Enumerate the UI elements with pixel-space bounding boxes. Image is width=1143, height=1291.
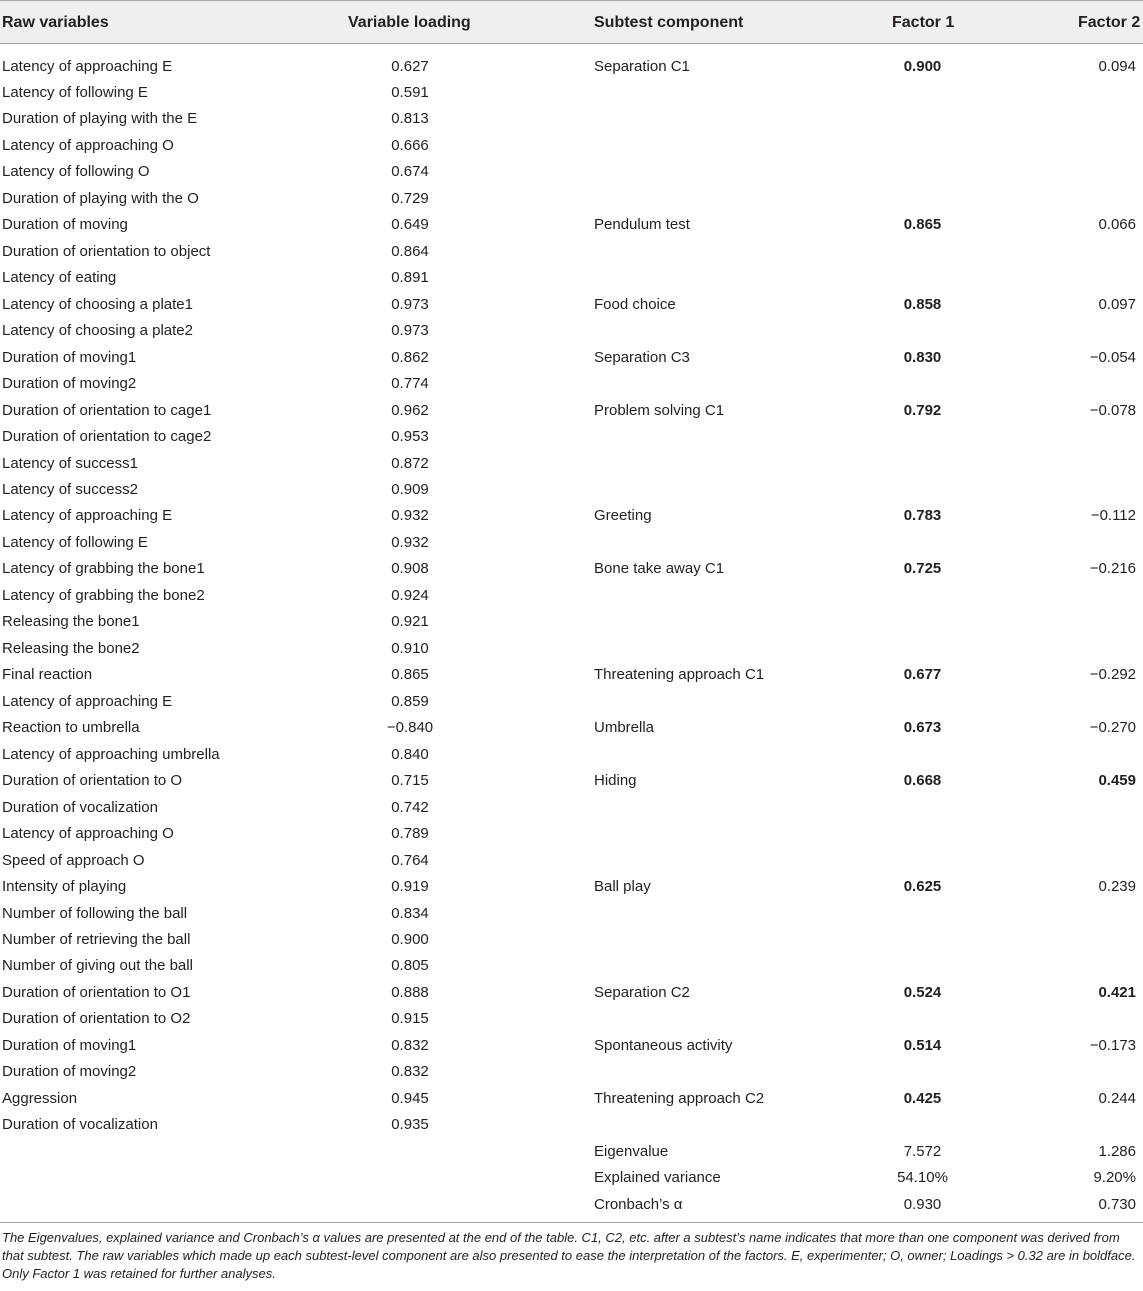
factor-1-value: 0.425 [903, 1089, 942, 1107]
factor-1-value: 0.725 [903, 560, 942, 578]
factor-2-value: 0.421 [1098, 983, 1136, 1001]
header-factor-2: Factor 2 [1078, 14, 1141, 31]
raw-variable-name: Duration of orientation to cage2 [2, 428, 212, 446]
factor-2-value: 0.244 [1098, 1089, 1136, 1107]
table-row [0, 292, 1143, 318]
raw-variable-name: Speed of approach O [2, 851, 145, 869]
subtest-component-name: Hiding [594, 772, 637, 790]
variable-loading-value: 0.834 [391, 904, 429, 922]
factor-2-value: −0.173 [1089, 1036, 1136, 1054]
raw-variable-name: Duration of moving1 [2, 348, 137, 366]
table-row [0, 795, 1143, 821]
subtest-component-name: Pendulum test [594, 216, 690, 234]
table-row [0, 848, 1143, 874]
table-row [0, 477, 1143, 503]
raw-variable-name: Duration of orientation to cage1 [2, 401, 212, 419]
variable-loading-value: 0.924 [391, 586, 429, 604]
variable-loading-value: 0.859 [391, 692, 429, 710]
table-row [0, 371, 1143, 397]
table-row [0, 689, 1143, 715]
variable-loading-value: 0.865 [391, 666, 429, 684]
variable-loading-value: 0.862 [391, 348, 429, 366]
variable-loading-value: 0.813 [391, 110, 429, 128]
subtest-component-name: Spontaneous activity [594, 1036, 733, 1054]
factor-1-value: 0.900 [903, 57, 942, 75]
bottom-rule [0, 1222, 1143, 1223]
raw-variable-name: Reaction to umbrella [2, 719, 140, 737]
variable-loading-value: 0.953 [391, 428, 429, 446]
summary-label: Eigenvalue [594, 1142, 669, 1160]
table-row [0, 239, 1143, 265]
raw-variable-name: Latency of grabbing the bone1 [2, 560, 205, 578]
header-factor-1: Factor 1 [892, 14, 955, 31]
raw-variable-name: Duration of orientation to O2 [2, 1010, 191, 1028]
raw-variable-name: Duration of moving [2, 216, 128, 234]
factor-1-value: 0.783 [903, 507, 942, 525]
table-row [0, 186, 1143, 212]
summary-factor-1: 0.930 [903, 1195, 942, 1213]
variable-loading-value: 0.908 [391, 560, 429, 578]
table-row [0, 874, 1143, 900]
raw-variable-name: Duration of moving1 [2, 1036, 137, 1054]
raw-variable-name: Latency of approaching E [2, 507, 173, 525]
summary-label: Explained variance [594, 1169, 721, 1187]
variable-loading-value: 0.891 [391, 269, 429, 287]
table-row [0, 133, 1143, 159]
factor-1-value: 0.792 [903, 401, 942, 419]
subtest-component-name: Greeting [594, 507, 652, 525]
raw-variable-name: Number of retrieving the ball [2, 931, 191, 948]
variable-loading-value: 0.935 [391, 1116, 429, 1134]
variable-loading-value: 0.789 [391, 825, 429, 843]
table-row [0, 980, 1143, 1006]
raw-variable-name: Duration of orientation to O1 [2, 983, 191, 1001]
variable-loading-value: 0.932 [391, 507, 429, 525]
summary-factor-1: 54.10% [897, 1169, 948, 1187]
header-variable-loading: Variable loading [348, 14, 471, 31]
subtest-component-name: Threatening approach C2 [594, 1089, 765, 1107]
variable-loading-value: 0.805 [391, 957, 429, 975]
factor-2-value: 0.239 [1098, 878, 1136, 896]
variable-loading-value: 0.915 [391, 1010, 429, 1028]
variable-loading-value: 0.840 [391, 745, 429, 763]
subtest-component-name: Threatening approach C1 [594, 666, 765, 684]
table-row [0, 54, 1143, 80]
factor-1-value: 0.830 [903, 348, 942, 366]
table-row [0, 106, 1143, 132]
table-row [0, 80, 1143, 106]
factor-2-value: 0.097 [1098, 295, 1136, 313]
raw-variable-name: Latency of eating [2, 269, 117, 287]
subtest-component-name: Ball play [594, 878, 651, 896]
variable-loading-value: 0.909 [391, 481, 429, 499]
variable-loading-value: 0.591 [391, 83, 429, 101]
factor-1-value: 0.514 [903, 1036, 942, 1054]
raw-variable-name: Latency of following E [2, 83, 148, 101]
table-row [0, 424, 1143, 450]
variable-loading-value: 0.921 [391, 613, 429, 631]
raw-variable-name: Duration of orientation to object [2, 242, 211, 260]
table-row [0, 265, 1143, 291]
raw-variable-name: Duration of moving2 [2, 1063, 137, 1081]
raw-variable-name: Duration of playing with the O [2, 189, 199, 207]
variable-loading-value: 0.872 [391, 454, 429, 472]
factor-1-value: 0.524 [903, 983, 942, 1001]
table-row [0, 715, 1143, 741]
raw-variable-name: Duration of playing with the E [2, 110, 198, 128]
variable-loading-value: 0.666 [391, 136, 429, 154]
table-row [0, 927, 1143, 953]
summary-factor-2: 9.20% [1093, 1169, 1136, 1187]
summary-factor-1: 7.572 [903, 1142, 942, 1160]
factor-1-value: 0.858 [903, 295, 942, 313]
raw-variable-name: Latency of approaching O [2, 136, 174, 154]
table-row [0, 636, 1143, 662]
table-row [0, 212, 1143, 238]
raw-variable-name: Releasing the bone2 [2, 639, 140, 657]
factor-2-value: −0.112 [1090, 507, 1136, 525]
variable-loading-value: 0.962 [391, 401, 429, 419]
variable-loading-value: 0.919 [391, 878, 429, 896]
raw-variable-name: Latency of approaching E [2, 692, 173, 710]
raw-variable-name: Duration of moving2 [2, 375, 137, 393]
raw-variable-name: Duration of orientation to O [2, 772, 183, 790]
raw-variable-name: Latency of grabbing the bone2 [2, 586, 205, 604]
variable-loading-value: 0.864 [391, 242, 429, 260]
factor-1-value: 0.673 [903, 719, 942, 737]
table-row [0, 1165, 1143, 1191]
factor-1-value: 0.625 [903, 878, 942, 896]
factor-1-value: 0.677 [903, 666, 942, 684]
table-row [0, 318, 1143, 344]
table-row [0, 451, 1143, 477]
factor-2-value: 0.459 [1098, 772, 1136, 790]
header-subtest-component: Subtest component [594, 14, 744, 31]
variable-loading-value: 0.973 [391, 295, 429, 313]
table-row [0, 530, 1143, 556]
subtest-component-name: Separation C1 [594, 57, 690, 75]
summary-factor-2: 0.730 [1098, 1195, 1136, 1213]
factor-2-value: 0.094 [1098, 57, 1136, 75]
subtest-component-name: Umbrella [594, 719, 655, 737]
header-raw-variables: Raw variables [2, 14, 109, 31]
variable-loading-value: 0.627 [391, 57, 429, 75]
factor-2-value: −0.292 [1089, 666, 1136, 684]
table-header [0, 0, 1143, 44]
variable-loading-value: 0.649 [391, 216, 429, 234]
summary-label: Cronbach’s α [594, 1195, 683, 1213]
table-row [0, 583, 1143, 609]
table-row [0, 1059, 1143, 1085]
factor-2-value: −0.054 [1089, 348, 1136, 366]
variable-loading-value: 0.900 [391, 931, 429, 948]
table-row [0, 1033, 1143, 1059]
factor-2-value: −0.216 [1089, 560, 1136, 578]
variable-loading-value: 0.729 [391, 189, 429, 207]
table-row [0, 953, 1143, 979]
table-footnote: The Eigenvalues, explained variance and Cronbach’s α values are presented at the end of the table. C1, C2, etc. after a subtest’s name indicates that more than one component was derived from that subtest. The raw variables which made up each subtest-level component are also presented to ease the interpretation of the factors. E, experimenter; O, owner; Loadings > 0.32 are in boldface. Only Factor 1 was retained for further analyses. [2, 1230, 1136, 1281]
raw-variable-name: Duration of vocalization [2, 1116, 158, 1134]
table-row [0, 159, 1143, 185]
factor-1-value: 0.668 [903, 772, 942, 790]
raw-variable-name: Latency of choosing a plate2 [2, 322, 193, 340]
raw-variable-name: Latency of success2 [2, 481, 138, 499]
variable-loading-value: 0.774 [391, 375, 429, 393]
variable-loading-value: −0.840 [386, 719, 434, 737]
raw-variable-name: Latency of success1 [2, 454, 138, 472]
raw-variable-name: Latency of approaching umbrella [2, 745, 220, 763]
factor-1-value: 0.865 [903, 216, 942, 234]
variable-loading-value: 0.715 [391, 772, 429, 790]
raw-variable-name: Releasing the bone1 [2, 613, 140, 631]
raw-variable-name: Final reaction [2, 666, 93, 684]
table-row [0, 742, 1143, 768]
factor-2-value: 0.066 [1098, 216, 1136, 234]
table-row [0, 901, 1143, 927]
variable-loading-value: 0.932 [391, 533, 429, 551]
variable-loading-value: 0.764 [391, 851, 429, 869]
subtest-component-name: Food choice [594, 295, 676, 313]
raw-variable-name: Latency of following E [2, 533, 148, 551]
raw-variable-name: Intensity of playing [2, 878, 127, 896]
variable-loading-value: 0.742 [391, 798, 429, 816]
table-row [0, 821, 1143, 847]
raw-variable-name: Number of giving out the ball [2, 957, 193, 975]
table-row [0, 345, 1143, 371]
raw-variable-name: Latency of approaching E [2, 57, 173, 75]
table-row [0, 1192, 1143, 1218]
subtest-component-name: Bone take away C1 [594, 560, 725, 578]
subtest-component-name: Separation C2 [594, 983, 690, 1001]
factor-2-value: −0.270 [1089, 719, 1136, 737]
variable-loading-value: 0.832 [391, 1063, 429, 1081]
variable-loading-value: 0.910 [391, 639, 429, 657]
table-row [0, 1139, 1143, 1165]
raw-variable-name: Aggression [2, 1089, 78, 1107]
variable-loading-value: 0.674 [391, 163, 429, 181]
table-row [0, 503, 1143, 529]
table-row [0, 398, 1143, 424]
variable-loading-value: 0.832 [391, 1036, 429, 1054]
variable-loading-value: 0.888 [391, 983, 429, 1001]
raw-variable-name: Latency of approaching O [2, 825, 174, 843]
table-row [0, 768, 1143, 794]
table-row [0, 662, 1143, 688]
raw-variable-name: Number of following the ball [2, 904, 188, 922]
table-row [0, 1086, 1143, 1112]
factor-2-value: −0.078 [1089, 401, 1136, 419]
summary-factor-2: 1.286 [1098, 1142, 1136, 1160]
subtest-component-name: Separation C3 [594, 348, 690, 366]
raw-variable-name: Duration of vocalization [2, 798, 158, 816]
variable-loading-value: 0.973 [391, 322, 429, 340]
subtest-component-name: Problem solving C1 [594, 401, 725, 419]
table-row [0, 556, 1143, 582]
variable-loading-value: 0.945 [391, 1089, 429, 1107]
raw-variable-name: Latency of choosing a plate1 [2, 295, 193, 313]
table-row [0, 1112, 1143, 1138]
table-row [0, 609, 1143, 635]
table-row [0, 1006, 1143, 1032]
raw-variable-name: Latency of following O [2, 163, 150, 181]
